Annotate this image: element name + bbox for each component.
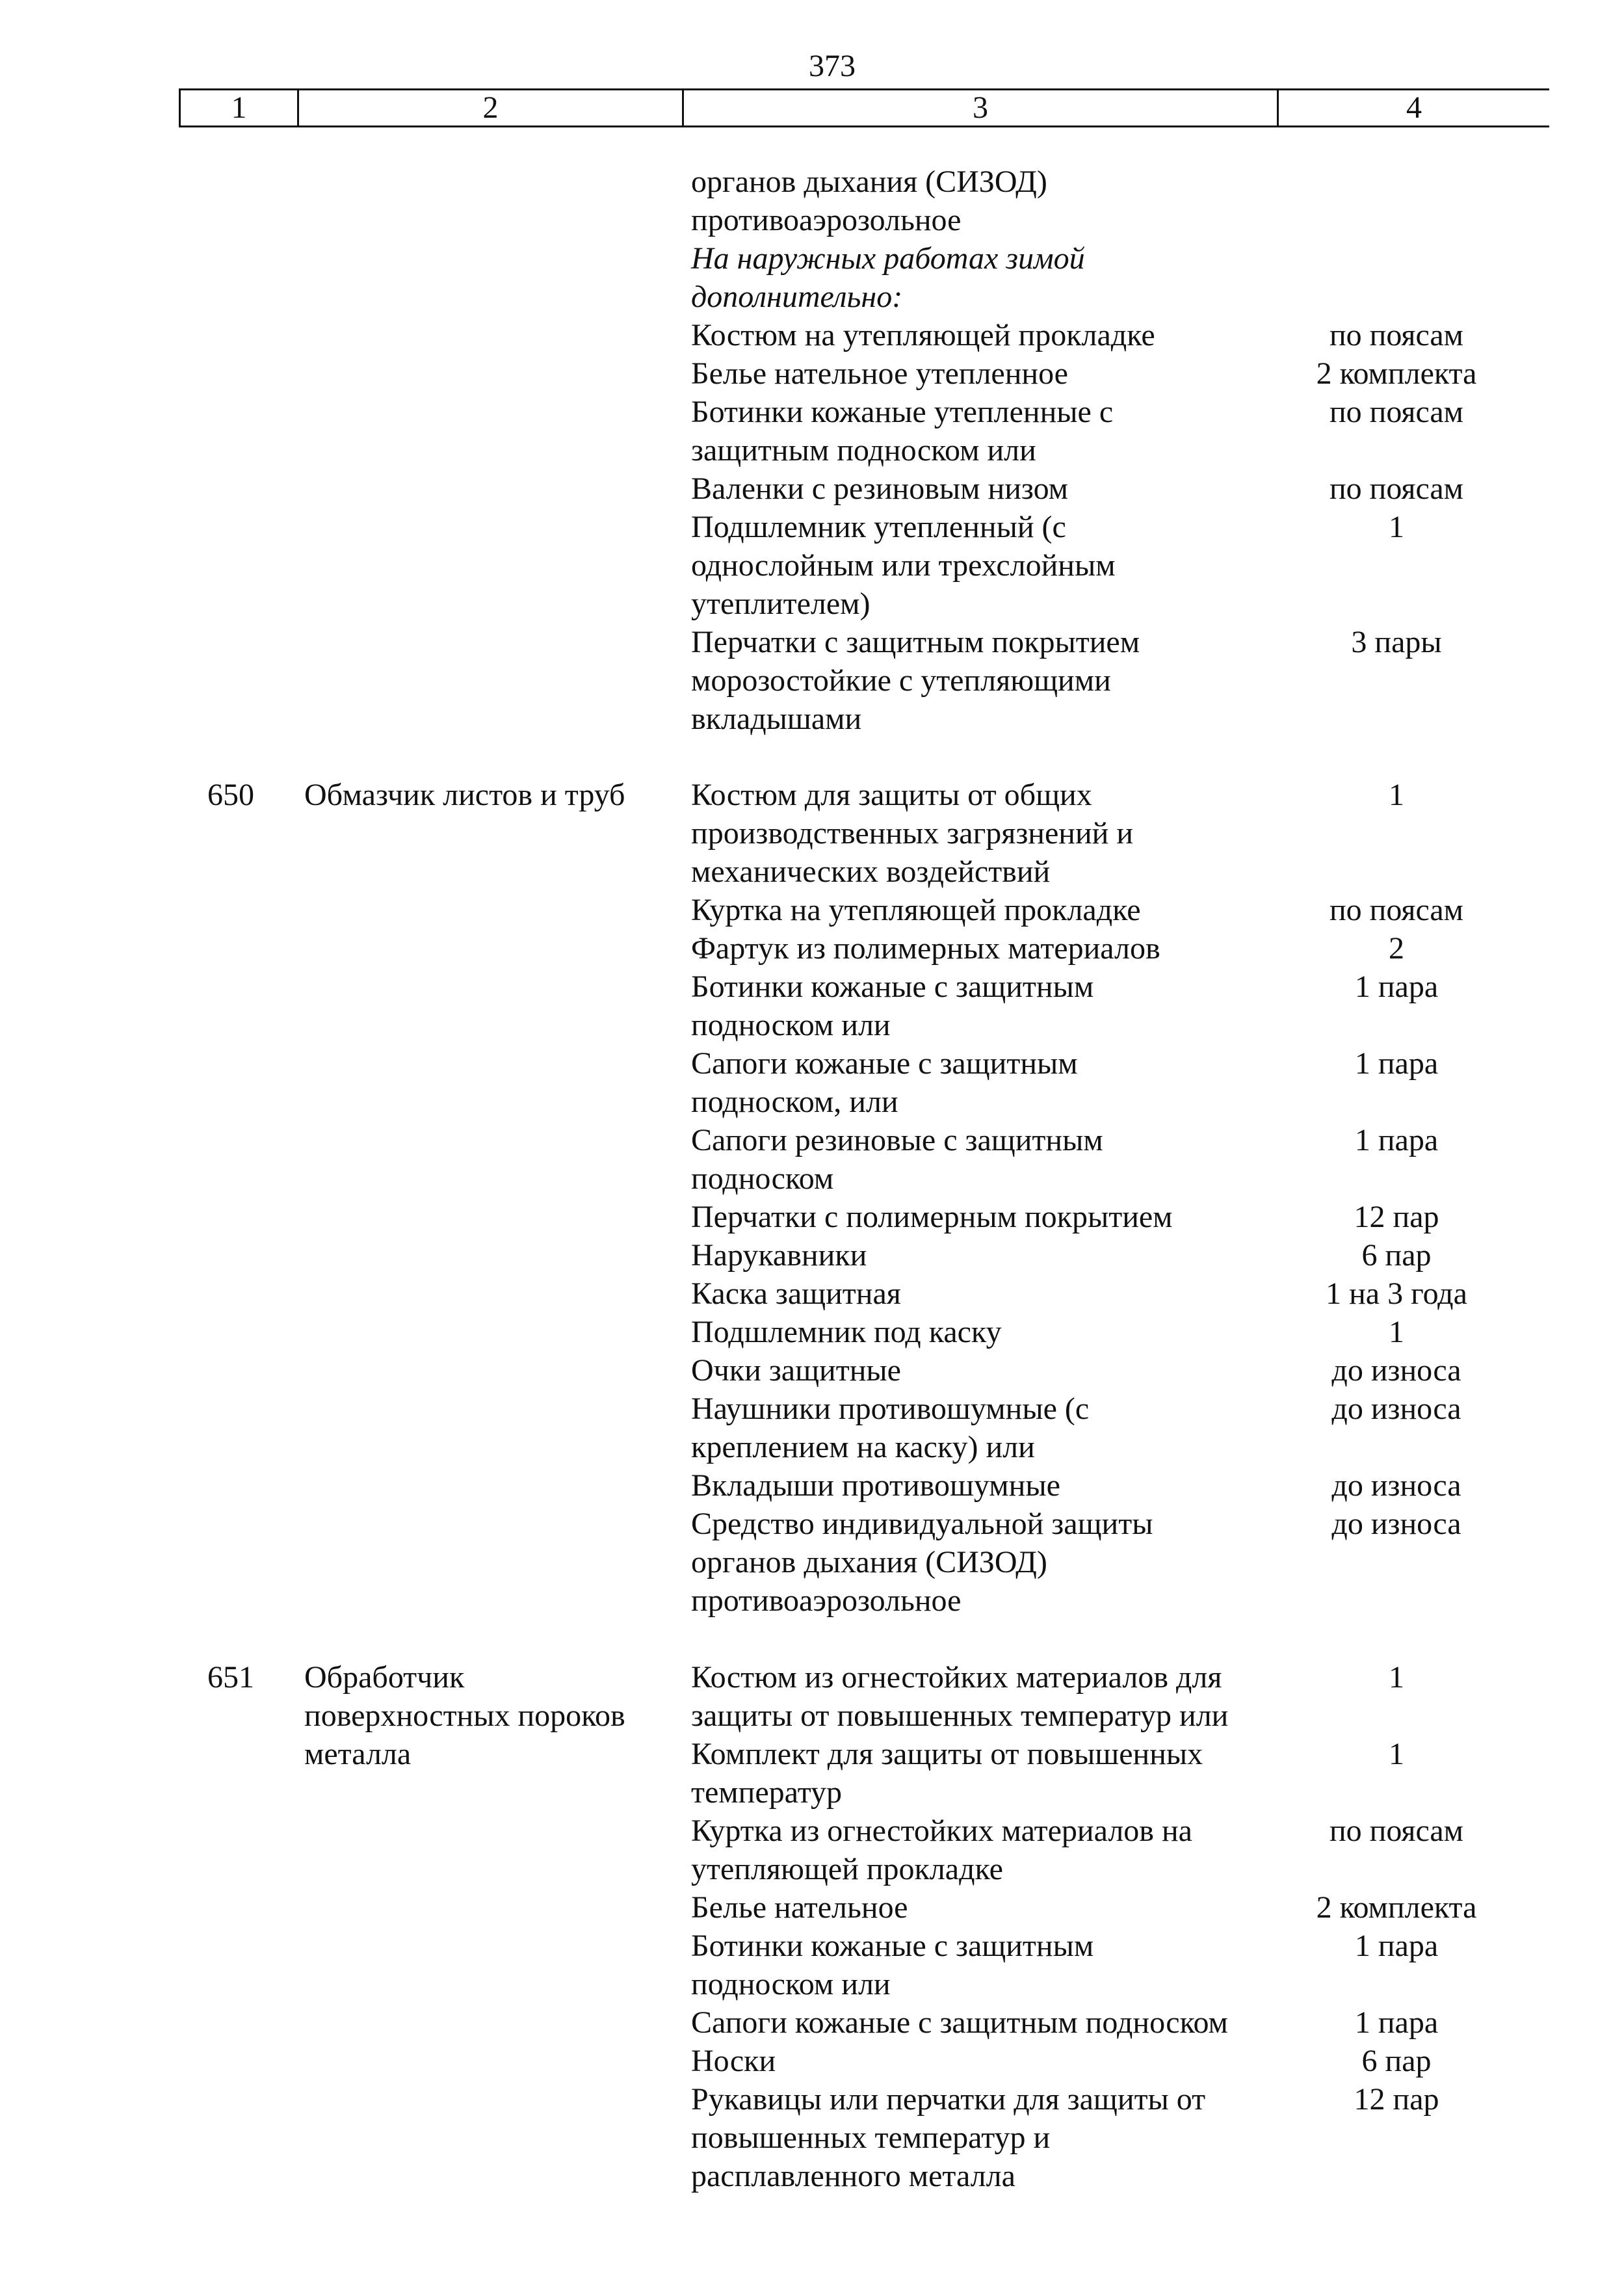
header-col-3: 3	[684, 90, 1279, 125]
job-title: Обмазчик листов и труб	[304, 778, 625, 812]
list-item: Наушники противошумные (с креплением на каску) или до износа	[691, 1392, 1461, 1464]
list-item: Комплект для защиты от повышенных температур 1	[691, 1737, 1404, 1810]
list-item: Куртка из огнестойких материалов на утепляющей прокладке по поясам	[691, 1814, 1464, 1886]
list-item: Фартук из полимерных материалов 2	[691, 931, 1404, 966]
list-item: Подшлемник утепленный (с однослойным или трехслойным утеплителем) 1	[691, 510, 1404, 621]
list-item: Костюм из огнестойких материалов для защиты от повышенных температур или 1	[691, 1660, 1404, 1733]
list-item: Сапоги кожаные с защитным подноском 1 пара	[691, 2005, 1439, 2040]
list-item: Рукавицы или перчатки для защиты от повышенных температур и расплавленного металла 12 пар	[691, 2082, 1439, 2193]
list-item: Валенки с резиновым низом по поясам	[691, 471, 1464, 506]
items-list	[691, 776, 1582, 1620]
table-header	[179, 88, 1549, 127]
list-item: Носки 6 пар	[691, 2044, 1432, 2078]
header-col-1: 1	[181, 90, 299, 125]
list-item: Ботинки кожаные с защитным подноском или 1 пара	[691, 970, 1439, 1042]
row-number: 650	[207, 778, 254, 812]
list-item: Белье нательное утепленное 2 комплекта	[691, 356, 1477, 391]
row-number: 651	[207, 1660, 254, 1695]
list-item-note: На наружных работах зимой дополнительно:	[691, 241, 1085, 314]
list-item: Сапоги резиновые с защитным подноском 1 пара	[691, 1123, 1439, 1196]
list-item: Ботинки кожаные утепленные с защитным подноском или по поясам	[691, 395, 1464, 468]
list-item: Костюм на утепляющей прокладке по поясам	[691, 318, 1464, 352]
header-col-2: 2	[299, 90, 684, 125]
list-item: Средство индивидуальной защиты органов дыхания (СИЗОД) противоаэрозольное до износа	[691, 1507, 1461, 1618]
items-list	[691, 1658, 1582, 2195]
list-item: Белье нательное 2 комплекта	[691, 1890, 1477, 1925]
list-item: Перчатки с защитным покрытием морозостойкие с утепляющими вкладышами 3 пары	[691, 625, 1442, 736]
list-item: Вкладыши противошумные до износа	[691, 1468, 1461, 1503]
list-item: Подшлемник под каску 1	[691, 1315, 1404, 1349]
list-item: Каска защитная 1 на 3 года	[691, 1276, 1467, 1311]
list-item: Костюм для защиты от общих производственных загрязнений и механических воздействий 1	[691, 778, 1404, 889]
list-item: органов дыхания (СИЗОД) противоаэрозольное	[691, 165, 1047, 237]
list-item: Перчатки с полимерным покрытием 12 пар	[691, 1200, 1439, 1234]
items-list	[691, 163, 1582, 738]
job-title: Обработчик поверхностных пороков металла	[304, 1660, 625, 1771]
list-item: Очки защитные до износа	[691, 1353, 1461, 1388]
list-item: Нарукавники 6 пар	[691, 1238, 1432, 1273]
list-item: Ботинки кожаные с защитным подноском или 1 пара	[691, 1929, 1439, 2001]
header-col-4: 4	[1406, 90, 1422, 125]
list-item: Куртка на утепляющей прокладке по поясам	[691, 893, 1464, 927]
page-number: 373	[809, 49, 856, 83]
list-item: Сапоги кожаные с защитным подноском, или 1 пара	[691, 1046, 1439, 1119]
